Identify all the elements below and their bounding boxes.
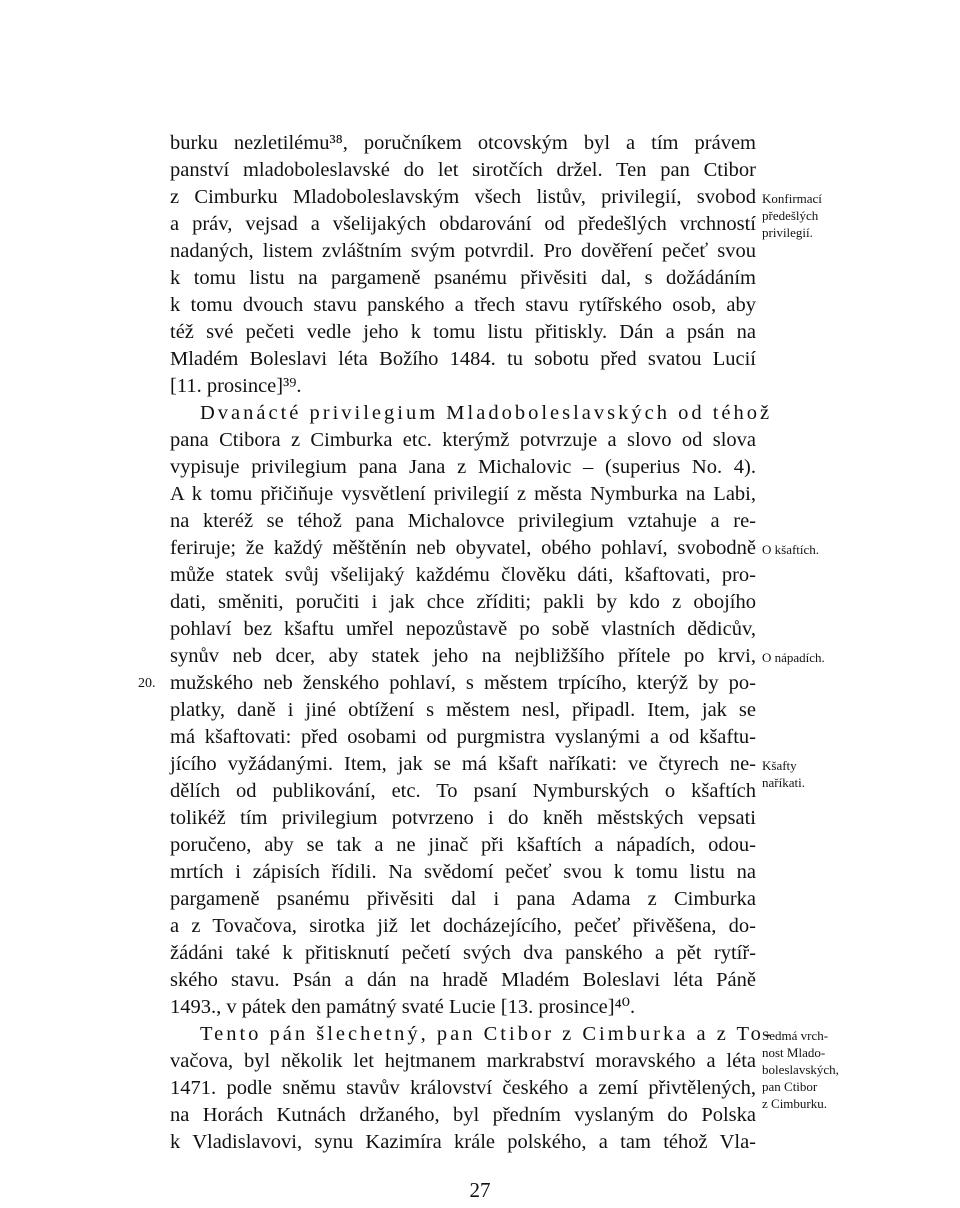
text-line: dati, směniti, poručiti i jak chce zříditi; pakli by kdo z obojího — [170, 591, 756, 613]
text-line: ského stavu. Psán a dán na hradě Mladém Boleslavi léta Páně — [170, 969, 756, 991]
text-line: může statek svůj všelijaký každému člověku dáti, kšaftovati, pro- — [170, 564, 756, 586]
margin-note: privilegií. — [762, 225, 813, 240]
margin-note: O nápadích. — [762, 650, 825, 665]
text-line: 1471. podle sněmu stavův království českého a zemí přivtělených, — [170, 1077, 756, 1099]
text-line: synův neb dcer, aby statek jeho na nejbližšího přítele po krvi, — [170, 645, 756, 667]
text-line: platky, daně i jiné obtížení s městem nesl, připadl. Item, jak se — [170, 699, 756, 721]
margin-note: Kšafty — [762, 758, 797, 773]
text-line: panství mladoboleslavské do let sirotčích držel. Ten pan Ctibor — [170, 159, 756, 181]
text-line: jícího vyžádanými. Item, jak se má kšaft naříkati: ve čtyrech ne- — [170, 753, 756, 775]
margin-note: Sedmá vrch- — [762, 1028, 829, 1043]
text-line: na kteréž se téhož pana Michalovce privilegium vztahuje a re- — [170, 510, 756, 532]
section-heading-line: Tento pán šlechetný, pan Ctibor z Cimburka a z To- — [200, 1023, 774, 1045]
text-line: pohlaví bez kšaftu umřel nepozůstavě po sobě vlastních dědicův, — [170, 618, 756, 640]
text-line: A k tomu přičiňuje vysvětlení privilegií z města Nymburka na Labi, — [170, 483, 756, 505]
text-line: tolikéž tím privilegium potvrzeno i do kněh městských vepsati — [170, 807, 756, 829]
text-line: nadaných, listem zvláštním svým potvrdil. Pro dověření pečeť svou — [170, 240, 756, 262]
text-line: k tomu listu na pargameně psanému přivěsiti dal, s dožádáním — [170, 267, 756, 289]
text-line: [11. prosince]³⁹. — [170, 375, 302, 397]
text-line: vačova, byl několik let hejtmanem markrabství moravského a léta — [170, 1050, 756, 1072]
margin-note: Konfirmací — [762, 191, 822, 206]
text-line: má kšaftovati: před osobami od purgmistra vyslanými a od kšaftu- — [170, 726, 756, 748]
text-line: dělích od publikování, etc. To psaní Nymburských o kšaftích — [170, 780, 756, 802]
text-line: k tomu dvouch stavu panského a třech stavu rytířského osob, aby — [170, 294, 756, 316]
line-number: 20. — [138, 676, 156, 691]
margin-note: předešlých — [762, 208, 819, 223]
text-line: mrtích i zápisích řídili. Na svědomí pečeť svou k tomu listu na — [170, 861, 756, 883]
margin-note: z Cimburku. — [762, 1096, 827, 1111]
text-line: a z Tovačova, sirotka již let docházejícího, pečeť přivěšena, do- — [170, 915, 756, 937]
text-line: k Vladislavovi, synu Kazimíra krále polského, a tam téhož Vla- — [170, 1131, 756, 1153]
text-line: a práv, vejsad a všelijakých obdarování od předešlých vrchností — [170, 213, 756, 235]
text-line: žádáni také k přitisknutí pečetí svých dva panského a pět rytíř- — [170, 942, 756, 964]
page-number: 27 — [469, 1178, 491, 1202]
text-line: Mladém Boleslavi léta Božího 1484. tu sobotu před svatou Lucií — [170, 348, 756, 370]
text-line: též své pečeti vedle jeho k tomu listu přitiskly. Dán a psán na — [170, 321, 756, 343]
text-line: vypisuje privilegium pana Jana z Michalovic – (superius No. 4). — [170, 456, 756, 478]
text-line: na Horách Kutnách držaného, byl předním vyslaným do Polska — [170, 1104, 756, 1126]
margin-note: O kšaftích. — [762, 542, 820, 557]
text-line: burku nezletilému³⁸, poručníkem otcovským byl a tím právem — [170, 132, 756, 154]
section-heading-line: Dvanácté privilegium Mladoboleslavských od téhož — [200, 402, 773, 424]
text-line: feriruje; že každý měštěnín neb obyvatel, obého pohlaví, svobodně — [170, 537, 756, 559]
margin-note: nost Mlado- — [762, 1045, 826, 1060]
margin-note: naříkati. — [762, 775, 805, 790]
margin-note: pan Ctibor — [762, 1079, 818, 1094]
text-line: mužského neb ženského pohlaví, s městem trpícího, kterýž by po- — [170, 672, 756, 694]
text-line: pargameně psanému přivěsiti dal i pana Adama z Cimburka — [170, 888, 756, 910]
text-line: z Cimburku Mladoboleslavským všech listův, privilegií, svobod — [170, 186, 756, 208]
margin-note: boleslavských, — [762, 1062, 839, 1077]
text-line: 1493., v pátek den památný svaté Lucie [13. prosince]⁴⁰. — [170, 996, 636, 1018]
text-line: pana Ctibora z Cimburka etc. kterýmž potvrzuje a slovo od slova — [170, 429, 756, 451]
text-line: poručeno, aby se tak a ne jinač při kšaftích a nápadích, odou- — [170, 834, 756, 856]
